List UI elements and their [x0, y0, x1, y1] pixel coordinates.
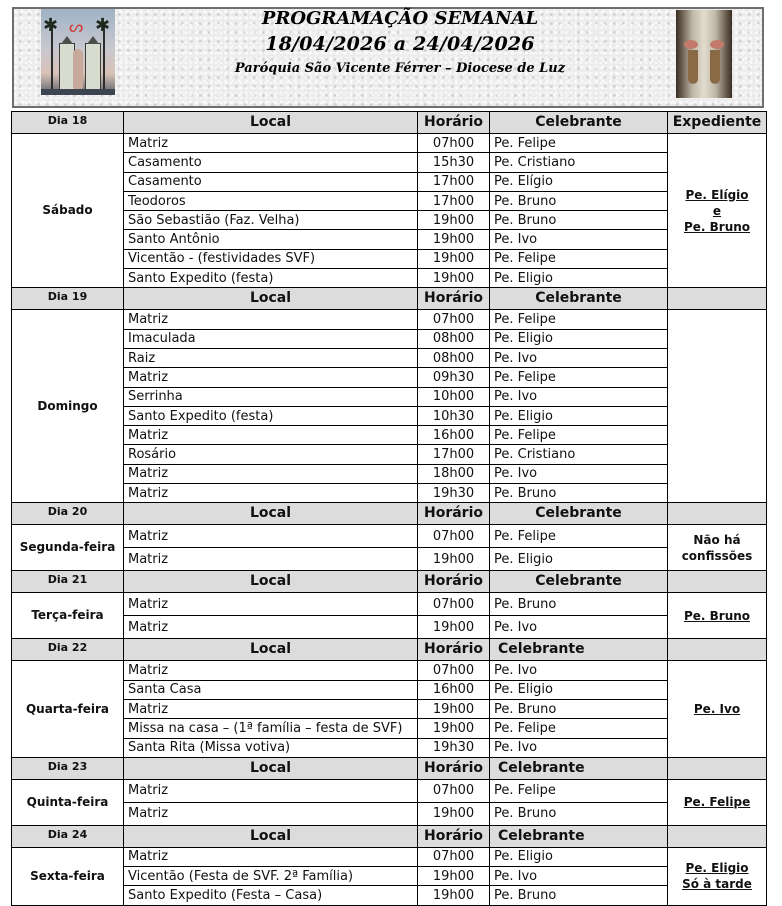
local-cell: Casamento [124, 172, 418, 191]
celebrante-cell: Pe. Felipe [490, 426, 668, 445]
hands-image [676, 10, 732, 98]
celebrante-cell: Pe. Eligio [490, 406, 668, 425]
day-header-row [12, 825, 767, 847]
horario-cell: 16h00 [418, 680, 490, 699]
sleeve-shape [710, 50, 720, 84]
day-header-row [12, 757, 767, 779]
expediente-line: Pe. Bruno [683, 219, 751, 234]
local-cell: São Sebastião (Faz. Velha) [124, 211, 418, 230]
celebrante-cell: Pe. Eligio [490, 269, 668, 288]
column-header-celebrante: Celebrante [490, 757, 668, 779]
expediente-line: Pe. Elígio [685, 187, 749, 202]
horario-cell: 19h00 [418, 719, 490, 738]
column-header-expediente: Expediente [668, 112, 767, 134]
day-number: Dia 19 [12, 288, 124, 310]
table-row [12, 886, 767, 905]
horario-cell: 07h00 [418, 525, 490, 548]
horario-cell: 07h00 [418, 847, 490, 866]
hand-icon [710, 40, 724, 49]
table-row [12, 134, 767, 153]
local-cell: Matriz [124, 802, 418, 825]
horario-cell: 19h00 [418, 802, 490, 825]
celebrante-cell: Pe. Ivo [490, 387, 668, 406]
column-header-local: Local [124, 571, 418, 593]
horario-cell: 19h00 [418, 249, 490, 268]
weekday-label: Domingo [12, 310, 124, 503]
ground-strip [41, 89, 115, 95]
celebrante-cell: Pe. Felipe [490, 779, 668, 802]
horario-cell: 19h00 [418, 616, 490, 639]
column-header-local: Local [124, 112, 418, 134]
celebrante-cell: Pe. Eligio [490, 548, 668, 571]
church-tower-icon [85, 43, 101, 91]
column-header-expediente [668, 503, 767, 525]
schedule-table [11, 111, 767, 906]
day-number: Dia 21 [12, 571, 124, 593]
local-cell: Santo Antônio [124, 230, 418, 249]
table-row [12, 548, 767, 571]
celebrante-cell: Pe. Bruno [490, 211, 668, 230]
celebrante-cell: Pe. Felipe [490, 310, 668, 329]
celebrante-cell: Pe. Ivo [490, 661, 668, 680]
local-cell: Matriz [124, 548, 418, 571]
table-row [12, 172, 767, 191]
expediente-line: Pe. Felipe [683, 795, 751, 810]
day-number: Dia 22 [12, 639, 124, 661]
horario-cell: 07h00 [418, 593, 490, 616]
local-cell: Santa Rita (Missa votiva) [124, 738, 418, 757]
local-cell: Matriz [124, 484, 418, 503]
local-cell: Imaculada [124, 329, 418, 348]
expediente-cell [668, 779, 767, 825]
celebrante-cell: Pe. Felipe [490, 368, 668, 387]
church-logo-image [41, 9, 115, 95]
horario-cell: 19h00 [418, 269, 490, 288]
horario-cell: 17h00 [418, 172, 490, 191]
date-range [140, 33, 660, 55]
table-row [12, 719, 767, 738]
local-cell: Santo Expedito (Festa – Casa) [124, 886, 418, 905]
horario-cell: 19h00 [418, 886, 490, 905]
expediente-cell [668, 847, 767, 905]
column-header-horario: Horário [418, 825, 490, 847]
table-row [12, 847, 767, 866]
expediente-line: Não há [693, 532, 741, 547]
local-cell: Matriz [124, 310, 418, 329]
table-row [12, 191, 767, 210]
local-cell: Matriz [124, 593, 418, 616]
day-header-row [12, 503, 767, 525]
horario-cell: 09h30 [418, 368, 490, 387]
sleeve-shape [688, 50, 698, 84]
table-row [12, 269, 767, 288]
horario-cell: 19h00 [418, 230, 490, 249]
weekday-label: Segunda-feira [12, 525, 124, 571]
horario-cell: 16h00 [418, 426, 490, 445]
table-row [12, 802, 767, 825]
local-cell: Matriz [124, 779, 418, 802]
local-cell: Missa na casa – (1ª família – festa de SVF) [124, 719, 418, 738]
local-cell: Matriz [124, 525, 418, 548]
horario-cell: 07h00 [418, 134, 490, 153]
celebrante-cell: Pe. Ivo [490, 464, 668, 483]
table-row [12, 445, 767, 464]
column-header-expediente [668, 571, 767, 593]
weekday-label: Sábado [12, 134, 124, 288]
horario-cell: 18h00 [418, 464, 490, 483]
table-row [12, 593, 767, 616]
local-cell: Matriz [124, 847, 418, 866]
celebrante-cell: Pe. Ivo [490, 348, 668, 367]
celebrante-cell: Pe. Ivo [490, 738, 668, 757]
celebrante-cell: Pe. Bruno [490, 593, 668, 616]
horario-cell: 19h00 [418, 548, 490, 571]
table-row [12, 699, 767, 718]
local-cell: Rosário [124, 445, 418, 464]
saint-statue-icon [73, 49, 83, 89]
horario-cell: 19h00 [418, 699, 490, 718]
celebrante-cell: Pe. Bruno [490, 484, 668, 503]
horario-cell: 19h30 [418, 738, 490, 757]
column-header-celebrante: Celebrante [490, 825, 668, 847]
celebrante-cell: Pe. Bruno [490, 802, 668, 825]
column-header-expediente [668, 639, 767, 661]
table-row [12, 661, 767, 680]
horario-cell: 10h30 [418, 406, 490, 425]
column-header-celebrante: Celebrante [490, 288, 668, 310]
expediente-cell [668, 310, 767, 503]
celebrante-cell: Pe. Felipe [490, 249, 668, 268]
weekday-label: Terça-feira [12, 593, 124, 639]
table-row [12, 368, 767, 387]
column-header-expediente [668, 288, 767, 310]
table-row [12, 310, 767, 329]
column-header-celebrante: Celebrante [490, 571, 668, 593]
local-cell: Matriz [124, 699, 418, 718]
local-cell: Matriz [124, 616, 418, 639]
table-row [12, 230, 767, 249]
column-header-local: Local [124, 503, 418, 525]
column-header-horario: Horário [418, 503, 490, 525]
celebrante-cell: Pe. Elígio [490, 172, 668, 191]
column-header-celebrante: Celebrante [490, 112, 668, 134]
column-header-horario: Horário [418, 757, 490, 779]
expediente-line: Só à tarde [682, 877, 752, 892]
column-header-horario: Horário [418, 288, 490, 310]
local-cell: Vicentão (Festa de SVF. 2ª Família) [124, 867, 418, 886]
day-number: Dia 18 [12, 112, 124, 134]
celebrante-cell: Pe. Eligio [490, 680, 668, 699]
hand-icon [684, 40, 698, 49]
celebrante-cell: Pe. Felipe [490, 719, 668, 738]
horario-cell: 08h00 [418, 348, 490, 367]
column-header-local: Local [124, 825, 418, 847]
parish-subtitle: Paróquia São Vicente Férrer – Diocese de Luz [234, 61, 566, 76]
day-header-row [12, 639, 767, 661]
table-row [12, 426, 767, 445]
date-range-text: 18/04/2026 a 24/04/2026 [265, 33, 535, 55]
local-cell: Serrinha [124, 387, 418, 406]
local-cell: Vicentão - (festividades SVF) [124, 249, 418, 268]
horario-cell: 07h00 [418, 310, 490, 329]
horario-cell: 07h00 [418, 661, 490, 680]
column-header-expediente [668, 757, 767, 779]
table-row [12, 153, 767, 172]
horario-cell: 17h00 [418, 191, 490, 210]
column-header-horario: Horário [418, 112, 490, 134]
horario-cell: 19h00 [418, 867, 490, 886]
celebrante-cell: Pe. Cristiano [490, 153, 668, 172]
celebrante-cell: Pe. Bruno [490, 191, 668, 210]
day-number: Dia 23 [12, 757, 124, 779]
expediente-line: e [712, 203, 722, 218]
expediente-cell [668, 593, 767, 639]
celebrante-cell: Pe. Eligio [490, 847, 668, 866]
table-row [12, 680, 767, 699]
celebrante-cell: Pe. Ivo [490, 616, 668, 639]
celebrante-cell: Pe. Eligio [490, 329, 668, 348]
expediente-cell [668, 134, 767, 288]
horario-cell: 17h00 [418, 445, 490, 464]
horario-cell: 07h00 [418, 779, 490, 802]
day-number: Dia 20 [12, 503, 124, 525]
celebrante-cell: Pe. Bruno [490, 886, 668, 905]
celebrante-cell: Pe. Felipe [490, 525, 668, 548]
local-cell: Matriz [124, 661, 418, 680]
horario-cell: 10h00 [418, 387, 490, 406]
column-header-local: Local [124, 288, 418, 310]
expediente-line: Pe. Eligio [685, 861, 749, 876]
celebrante-cell: Pe. Cristiano [490, 445, 668, 464]
table-row [12, 249, 767, 268]
local-cell: Teodoros [124, 191, 418, 210]
day-header-row [12, 571, 767, 593]
horario-cell: 08h00 [418, 329, 490, 348]
palm-tree-icon [51, 27, 53, 91]
table-row [12, 329, 767, 348]
table-row [12, 406, 767, 425]
table-row [12, 464, 767, 483]
local-cell: Matriz [124, 134, 418, 153]
column-header-celebrante: Celebrante [490, 503, 668, 525]
expediente-line: confissões [681, 548, 753, 563]
table-row [12, 616, 767, 639]
table-row [12, 348, 767, 367]
weekday-label: Quinta-feira [12, 779, 124, 825]
page-title: PROGRAMAÇÃO SEMANAL [261, 8, 539, 29]
table-row [12, 211, 767, 230]
expediente-cell [668, 525, 767, 571]
day-header-row [12, 288, 767, 310]
local-cell: Santa Casa [124, 680, 418, 699]
horario-cell: 19h30 [418, 484, 490, 503]
day-number: Dia 24 [12, 825, 124, 847]
expediente-line: Pe. Ivo [693, 702, 741, 717]
local-cell: Matriz [124, 464, 418, 483]
table-row [12, 387, 767, 406]
expediente-cell [668, 661, 767, 757]
table-row [12, 484, 767, 503]
column-header-local: Local [124, 757, 418, 779]
celebrante-cell: Pe. Ivo [490, 230, 668, 249]
local-cell: Casamento [124, 153, 418, 172]
celebrante-cell: Pe. Ivo [490, 867, 668, 886]
column-header-local: Local [124, 639, 418, 661]
table-row [12, 738, 767, 757]
day-header-row [12, 112, 767, 134]
table-row [12, 779, 767, 802]
table-row [12, 525, 767, 548]
expediente-line: Pe. Bruno [683, 608, 751, 623]
celebrante-cell: Pe. Bruno [490, 699, 668, 718]
local-cell: Santo Expedito (festa) [124, 269, 418, 288]
celebrante-cell: Pe. Felipe [490, 134, 668, 153]
weekday-label: Sexta-feira [12, 847, 124, 905]
horario-cell: 19h00 [418, 211, 490, 230]
horario-cell: 15h30 [418, 153, 490, 172]
column-header-horario: Horário [418, 639, 490, 661]
local-cell: Raiz [124, 348, 418, 367]
column-header-celebrante: Celebrante [490, 639, 668, 661]
weekday-label: Quarta-feira [12, 661, 124, 757]
column-header-horario: Horário [418, 571, 490, 593]
local-cell: Matriz [124, 426, 418, 445]
parish-emblem-icon: ᔕ [69, 17, 84, 36]
local-cell: Santo Expedito (festa) [124, 406, 418, 425]
table-row [12, 867, 767, 886]
column-header-expediente [668, 825, 767, 847]
local-cell: Matriz [124, 368, 418, 387]
palm-tree-icon [103, 27, 105, 91]
